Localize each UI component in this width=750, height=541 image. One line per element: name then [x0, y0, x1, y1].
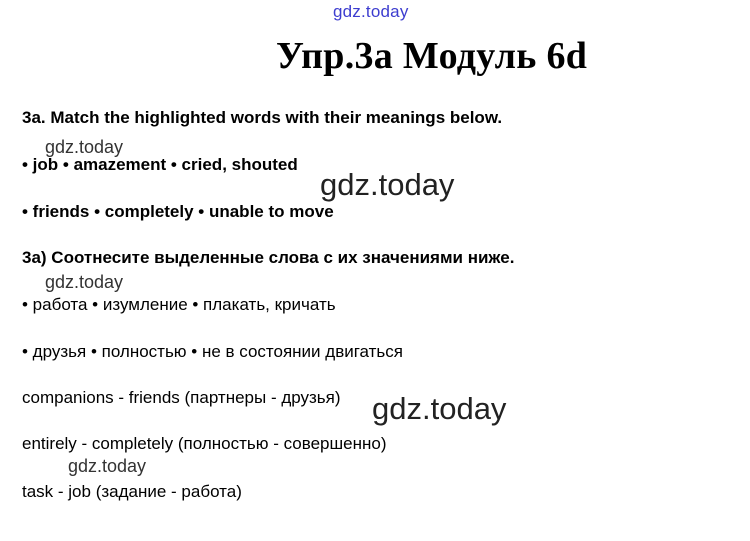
- watermark: gdz.today: [372, 391, 507, 426]
- page-title: Упр.3а Модуль 6d: [276, 35, 588, 77]
- task-heading-ru: 3а) Соотнесите выделенные слова с их значениями ниже.: [22, 248, 515, 267]
- answer-1: companions - friends (партнеры - друзья): [22, 388, 341, 407]
- answer-3: task - job (задание - работа): [22, 482, 242, 501]
- watermark: gdz.today: [320, 167, 455, 202]
- answer-2: entirely - completely (полностью - совершенно): [22, 434, 387, 453]
- watermark-top: gdz.today: [333, 2, 409, 21]
- word-list-en-2: • friends • completely • unable to move: [22, 202, 334, 221]
- watermark: gdz.today: [45, 272, 124, 292]
- word-list-ru-1: • работа • изумление • плакать, кричать: [22, 295, 336, 314]
- word-list-ru-2: • друзья • полностью • не в состоянии двигаться: [22, 342, 403, 361]
- watermark: gdz.today: [45, 137, 124, 157]
- task-heading-en: 3a. Match the highlighted words with their meanings below.: [22, 108, 503, 127]
- word-list-en-1: • job • amazement • cried, shouted: [22, 155, 298, 174]
- watermark: gdz.today: [68, 456, 147, 476]
